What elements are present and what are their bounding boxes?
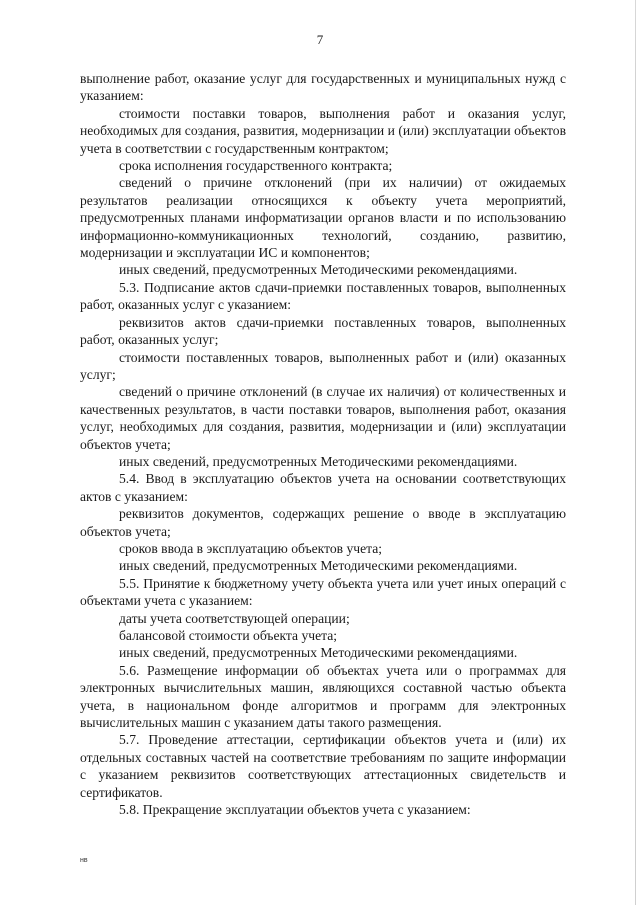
paragraph: иных сведений, предусмотренных Методическими рекомендациями. [119, 645, 518, 661]
section-5-7: 5.7. Проведение аттестации, сертификации объектов учета и (или) их отдельных составных частей на соответствие требованиям по защите информации с указанием реквизитов соответствующих аттестационных свидетельств и сертификатов. [80, 732, 566, 800]
section-5-6: 5.6. Размещение информации об объектах учета или о программах для электронных вычислительных машин, являющихся составной частью объекта учета, в национальном фонде алгоритмов и программ для электронных вычислительных машин с указанием даты такого размещения. [80, 662, 566, 731]
paragraph-continuation: выполнение работ, оказание услуг для государственных и муниципальных нужд с указанием: [80, 71, 566, 104]
paragraph: иных сведений, предусмотренных Методическими рекомендациями. [119, 262, 518, 278]
page-number: 7 [316, 32, 324, 47]
section-5-4: 5.4. Ввод в эксплуатацию объектов учета на основании соответствующих актов с указанием: [80, 471, 566, 504]
paragraph: реквизитов документов, содержащих решение о вводе в эксплуатацию объектов учета; [80, 506, 566, 539]
paragraph: стоимости поставки товаров, выполнения работ и оказания услуг, необходимых для создания, развития, модернизации и (или) эксплуатации объектов учета в соответствии с государственным контрактом; [80, 105, 566, 156]
paragraph: срока исполнения государственного контракта; [119, 158, 393, 174]
paragraph: иных сведений, предусмотренных Методическими рекомендациями. [119, 558, 518, 574]
document-body [80, 70, 566, 818]
paragraph: сведений о причине отклонений (в случае их наличия) от количественных и качественных результатов, в части поставки товаров, выполнения работ, оказания услуг, необходимых для создания, развития, модернизации и (или) эксплуатации объектов учета; [80, 384, 566, 452]
paragraph: реквизитов актов сдачи-приемки поставленных товаров, выполненных работ, оказанных услуг; [80, 314, 566, 348]
paragraph: сведений о причине отклонений (при их наличии) от ожидаемых результатов реализации относящихся к объекту учета мероприятий, предусмотренных планами информатизации органов власти и по использованию информационно-коммуникационных технологий, созданию, развитию, модернизации и эксплуатации ИС и компонентов; [80, 175, 566, 261]
paragraph: балансовой стоимости объекта учета; [119, 628, 338, 643]
paragraph: иных сведений, предусмотренных Методическими рекомендациями. [119, 453, 518, 469]
footer-initials: нв [80, 857, 88, 864]
section-5-5: 5.5. Принятие к бюджетному учету объекта учета или учет иных операций с объектами учета с указанием: [80, 575, 566, 609]
scan-edge-line [635, 0, 636, 905]
section-5-8: 5.8. Прекращение эксплуатации объектов учета с указанием: [119, 802, 471, 818]
paragraph: стоимости поставленных товаров, выполненных работ и (или) оказанных услуг; [80, 349, 566, 382]
section-5-3: 5.3. Подписание актов сдачи-приемки поставленных товаров, выполненных работ, оказанных услуг с указанием: [80, 279, 566, 313]
paragraph: даты учета соответствующей операции; [119, 610, 350, 626]
paragraph: сроков ввода в эксплуатацию объектов учета; [119, 540, 383, 556]
